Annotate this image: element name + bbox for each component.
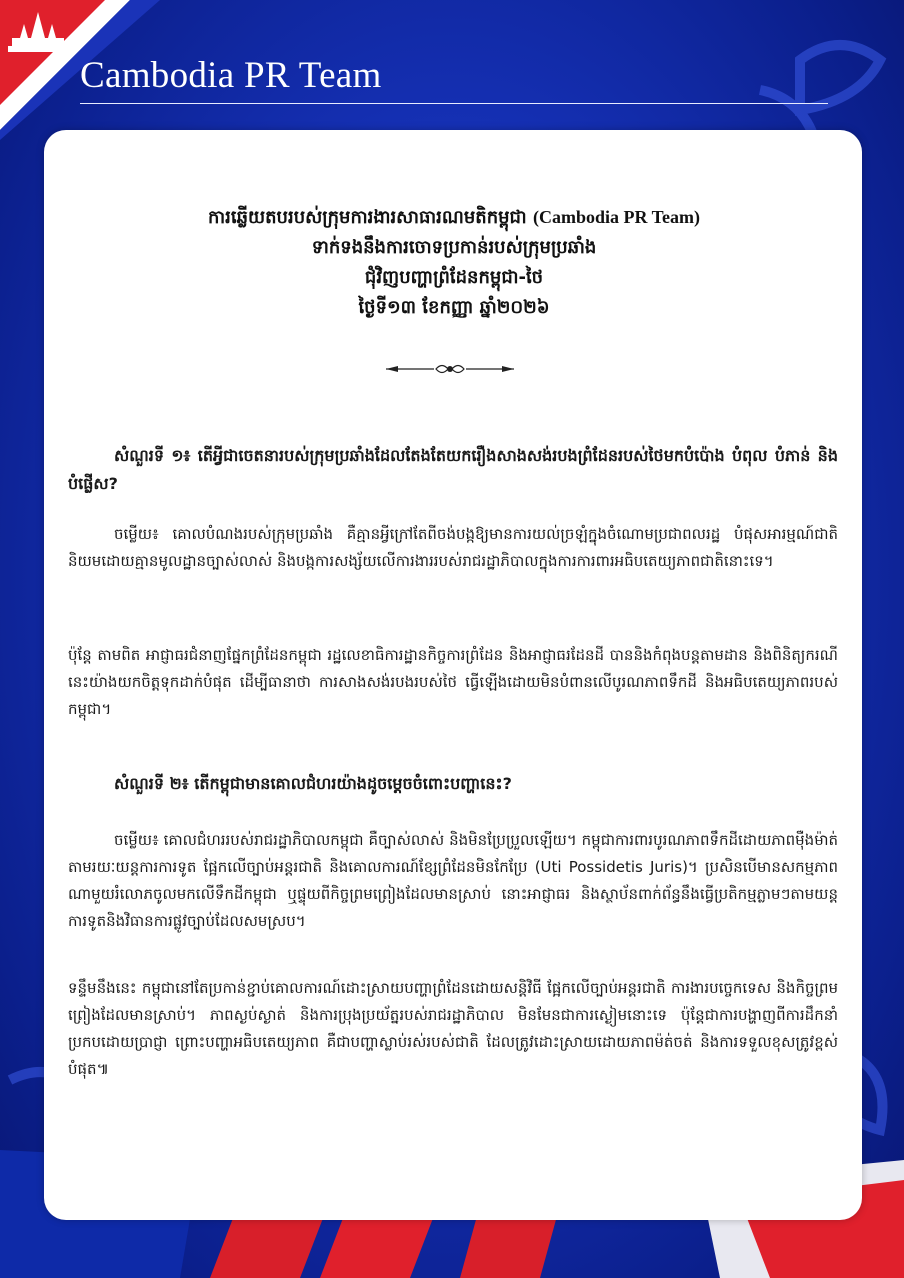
header-title: Cambodia PR Team — [80, 55, 382, 96]
header-divider — [80, 103, 828, 104]
title-line-3: ជុំវិញបញ្ហាព្រំដែនកម្ពុជា-ថៃ — [364, 267, 544, 288]
document-card — [44, 130, 862, 1220]
paragraph-2: ទន្ទឹមនឹងនេះ កម្ពុជានៅតែប្រកាន់ខ្ជាប់គោលការណ៍ដោះស្រាយបញ្ហាព្រំដែនដោយសន្តិវិធី ផ្អែកលើច្បាប់អន្តរជាតិ ការងារបច្ចេកទេស និងកិច្ចព្រមព្រៀងដែលមានស្រាប់។ ភាពស្ងប់ស្ងាត់ និងការប្រុងប្រយ័ត្នរបស់រាជរដ្ឋាភិបាល មិនមែនជាការស្ងៀមនោះទេ ប៉ុន្តែជាការបង្ហាញពីការដឹកនាំប្រកបដោយប្រាជ្ញា ព្រោះបញ្ហាអធិបតេយ្យភាព គឺជាបញ្ហាស្លាប់រស់របស់ជាតិ ដែលត្រូវដោះស្រាយដោយភាពម៉ត់ចត់ និងការទទួលខុសត្រូវខ្ពស់បំផុត៕ — [68, 979, 838, 1078]
answer-1: ចម្លើយ៖ គោលបំណងរបស់ក្រុមប្រឆាំង គឺគ្មានអ្វីក្រៅតែពីចង់បង្កឱ្យមានការយល់ច្រឡំក្នុងចំណោមប្រជាពលរដ្ឋ បំផុសអារម្មណ៍ជាតិនិយមដោយគ្មានមូលដ្ឋានច្បាស់លាស់ និងបង្កការសង្ស័យលើការងាររបស់រាជរដ្ឋាភិបាលក្នុងការការពារអធិបតេយ្យភាពជាតិនោះទេ។ — [68, 525, 838, 570]
title-line-2: ទាក់ទងនឹងការចោទប្រកាន់របស់ក្រុមប្រឆាំង — [311, 237, 597, 258]
document-title — [104, 202, 804, 323]
question-1: សំណួរទី ១៖ តើអ្វីជាចេតនារបស់ក្រុមប្រឆាំងដែលតែងតែយករឿងសាងសង់របងព្រំដែនរបស់ថៃមកបំប៉ោង បំពុល បំភាន់ និងបំផ្លើស? — [68, 446, 838, 493]
paragraph-1: ប៉ុន្តែ តាមពិត អាជ្ញាធរជំនាញផ្នែកព្រំដែនកម្ពុជា រដ្ឋលេខាធិការដ្ឋានកិច្ចការព្រំដែន និងអាជ្ញាធរដែនដី បាននិងកំពុងបន្តតាមដាន និងពិនិត្យករណីនេះយ៉ាងយកចិត្តទុកដាក់បំផុត ដើម្បីធានាថា ការសាងសង់របងរបស់ថៃ ធ្វើឡើងដោយមិនបំពានលើបូរណភាពទឹកដី និងអធិបតេយ្យភាពរបស់កម្ពុជា។ — [68, 646, 838, 718]
answer-2: ចម្លើយ៖ គោលជំហររបស់រាជរដ្ឋាភិបាលកម្ពុជា គឺច្បាស់លាស់ និងមិនប្រែប្រួលឡើយ។ កម្ពុជាការពារបូរណភាពទឹកដីដោយភាពម៉ឺងម៉ាត់ តាមរយៈយន្តការការទូត ផ្អែកលើច្បាប់អន្តរជាតិ និងគោលការណ៍ខ្សែព្រំដែនមិនកែប្រែ (Uti Possidetis Juris)។ ប្រសិនបើមានសកម្មភាពណាមួយរំលោភចូលមកលើទឹកដីកម្ពុជា ឬផ្ទុយពីកិច្ចព្រមព្រៀងដែលមានស្រាប់ នោះអាជ្ញាធរ និងស្ថាប័នពាក់ព័ន្ធនឹងធ្វើប្រតិកម្មភ្លាមៗតាមយន្តការទូតនិងវិធានការផ្លូវច្បាប់ដែលសមស្រប។ — [68, 831, 838, 930]
title-line-1-khmer: ការឆ្លើយតបរបស់ក្រុមការងារសាធារណមតិកម្ពុជា — [208, 207, 527, 228]
title-line-1 — [104, 202, 804, 233]
divider-ornament-icon — [384, 360, 516, 378]
title-line-4-date: ថ្ងៃទី១៣ ខែកញ្ញា ឆ្នាំ២០២៦ — [358, 297, 550, 318]
question-2: សំណួរទី ២៖ តើកម្ពុជាមានគោលជំហរយ៉ាងដូចម្ដេចចំពោះបញ្ហានេះ? — [114, 774, 512, 793]
title-line-1-latin: (Cambodia PR Team) — [532, 207, 700, 227]
